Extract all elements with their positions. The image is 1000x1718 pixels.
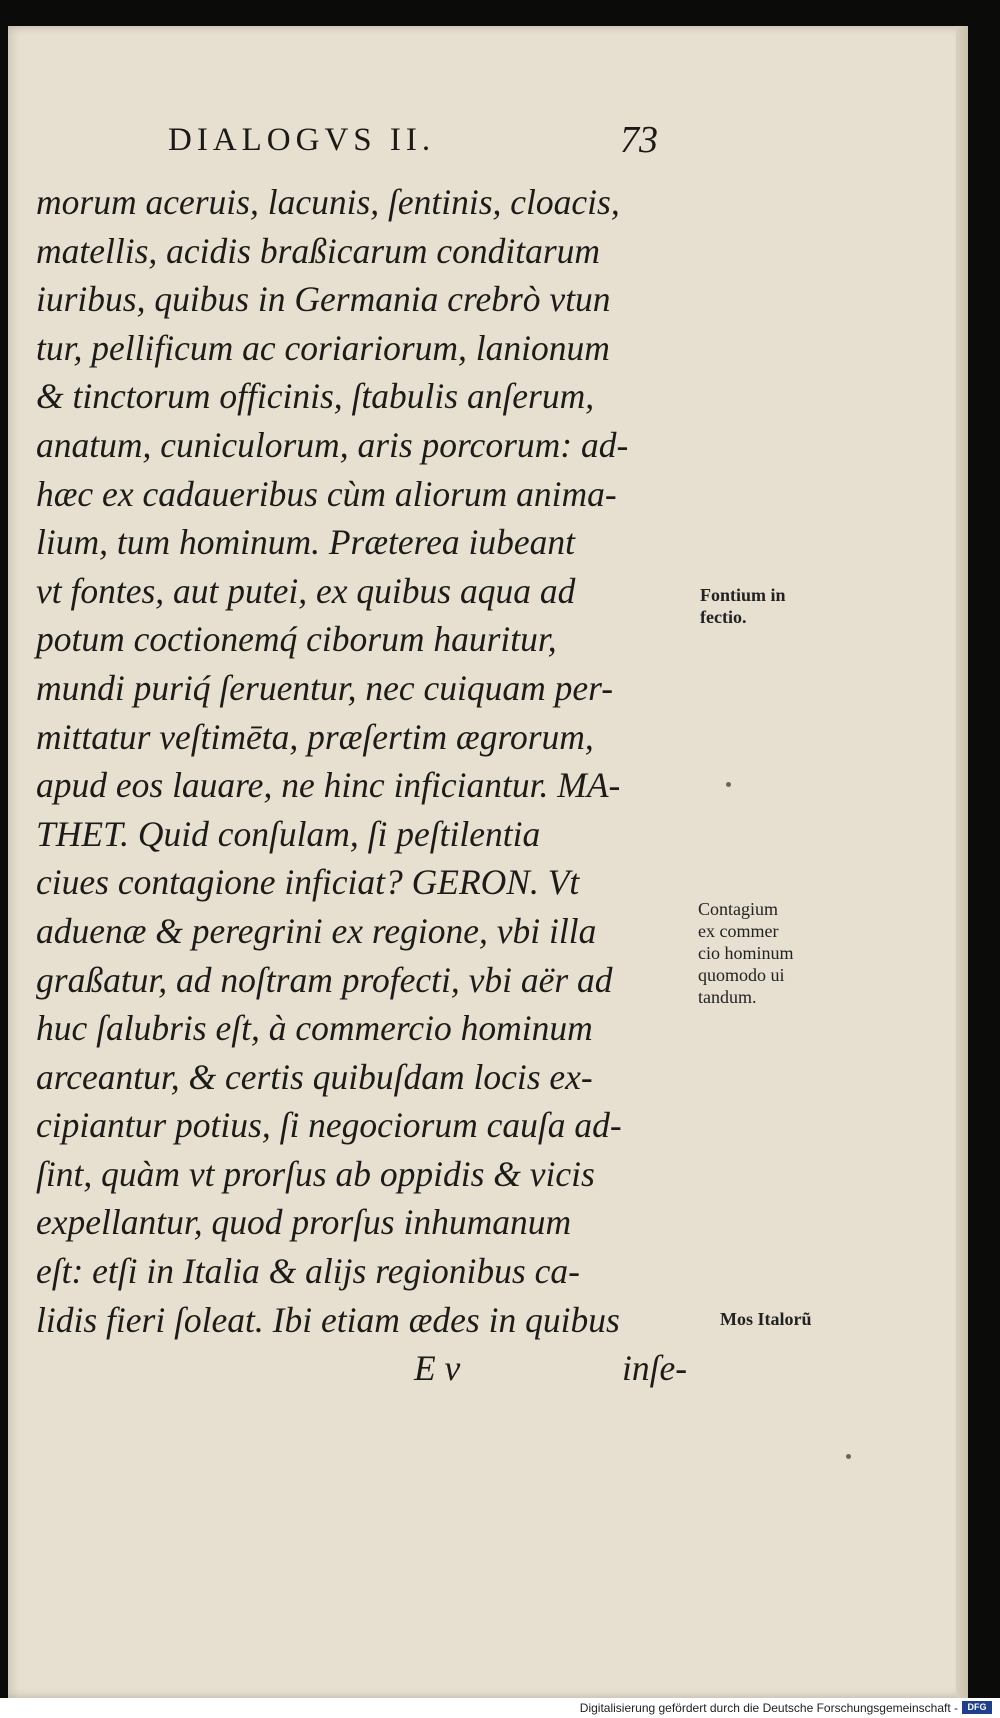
- digitization-footer: [0, 1698, 1000, 1718]
- main-text-block: [36, 178, 696, 1392]
- margin-note-line: Fontium in: [700, 585, 786, 605]
- funding-credit: Digitalisierung gefördert durch die Deutsche Forschungsgemeinschaft -: [579, 1701, 958, 1715]
- margin-note-line: quomodo ui: [698, 965, 785, 985]
- paper-speck: [846, 1454, 851, 1459]
- signature-line: [36, 1344, 696, 1392]
- margin-note-line: Mos Italorũ: [720, 1309, 812, 1329]
- text-line: arceantur, & certis quibuſdam locis ex-: [36, 1056, 593, 1097]
- book-page: [8, 26, 968, 1698]
- text-line: anatum, cuniculorum, aris porcorum: ad-: [36, 424, 629, 465]
- text-line: vt fontes, aut putei, ex quibus aqua ad: [36, 570, 576, 611]
- text-line: mittatur veſtimēta, præſertim ægrorum,: [36, 716, 594, 757]
- text-line: ciues contagione inficiat? GERON. Vt: [36, 862, 580, 903]
- text-line: tur, pellificum ac coriariorum, lanionum: [36, 327, 610, 368]
- text-line: potum coctionemq́ ciborum hauritur,: [36, 619, 557, 660]
- text-line: & tinctorum officinis, ſtabulis anſerum,: [36, 376, 595, 417]
- dfg-logo-icon: DFG: [962, 1701, 992, 1714]
- margin-note-line: Contagium: [698, 899, 778, 919]
- text-line: expellantur, quod prorſus inhumanum: [36, 1202, 572, 1243]
- text-line: ſint, quàm vt prorſus ab oppidis & vicis: [36, 1153, 595, 1194]
- text-line: THET. Quid conſulam, ſi peſtilentia: [36, 813, 541, 854]
- running-head: DIALOGVS II.: [168, 122, 436, 158]
- page-edge: [956, 26, 968, 1698]
- margin-note-line: ex commer: [698, 921, 779, 941]
- text-line: morum aceruis, lacunis, ſentinis, cloacis,: [36, 182, 620, 222]
- page-number: 73: [620, 119, 658, 161]
- text-line: eſt: etſi in Italia & alijs regionibus ca-: [36, 1251, 580, 1292]
- margin-note-line: tandum.: [698, 987, 757, 1007]
- margin-note-line: cio hominum: [698, 943, 794, 963]
- text-line: iuribus, quibus in Germania crebrò vtun: [36, 279, 611, 320]
- text-line: mundi puriq́ ſeruentur, nec cuiquam per-: [36, 667, 614, 708]
- text-line: lidis fieri ſoleat. Ibi etiam ædes in quibus: [36, 1299, 620, 1340]
- signature-mark: E v: [414, 1348, 461, 1389]
- text-line: lium, tum hominum. Præterea iubeant: [36, 522, 576, 563]
- margin-note-line: fectio.: [700, 607, 747, 627]
- text-line: aduenæ & peregrini ex regione, vbi illa: [36, 910, 597, 951]
- margin-note-contagion: [698, 898, 794, 1008]
- text-line: graßatur, ad noſtram profecti, vbi aër ad: [36, 959, 613, 1000]
- margin-note-italian-custom: [720, 1308, 812, 1330]
- margin-note-fountains: [700, 584, 786, 628]
- paper-speck: [726, 782, 731, 787]
- catchword: inſe-: [622, 1348, 688, 1389]
- text-line: hæc ex cadaueribus cùm aliorum anima-: [36, 473, 617, 514]
- text-line: matellis, acidis braßicarum conditarum: [36, 230, 601, 271]
- text-line: cipiantur potius, ſi negociorum cauſa ad-: [36, 1105, 622, 1146]
- text-line: apud eos lauare, ne hinc inficiantur. MA-: [36, 765, 621, 806]
- text-line: huc ſalubris eſt, à commercio hominum: [36, 1008, 593, 1049]
